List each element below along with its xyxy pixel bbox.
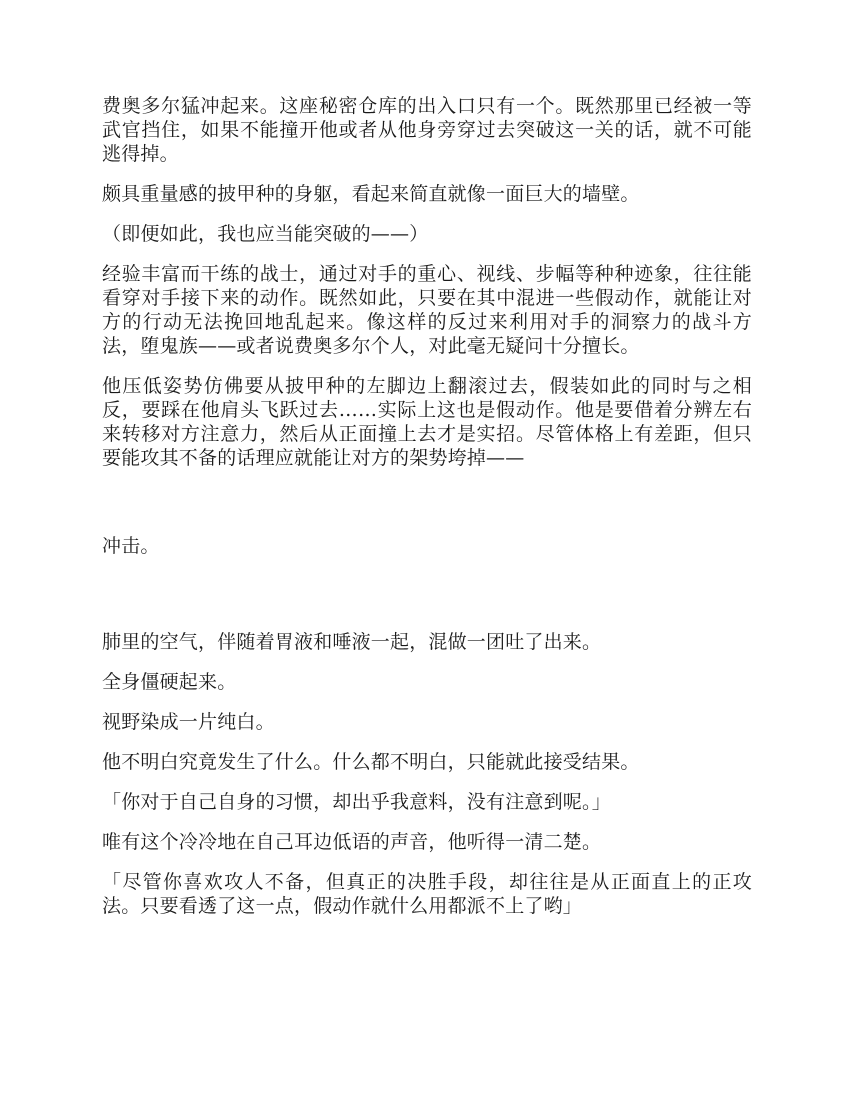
paragraph: （即便如此，我也应当能突破的——）: [102, 223, 429, 245]
paragraph: 视野染成一片纯白。: [102, 711, 275, 733]
paragraph: 「你对于自己自身的习惯，却出乎我意料，没有注意到呢。」: [102, 791, 611, 813]
paragraph: 全身僵硬起来。: [102, 671, 237, 693]
document-body: [102, 94, 752, 934]
paragraph: 经验丰富而干练的战士，通过对手的重心、视线、步幅等种种迹象，往往能看穿对手接下来的动作。既然如此，只要在其中混进一些假动作，就能让对方的行动无法挽回地乱起来。像这样的反过来利用对手的洞察力的战斗方法，堕鬼族——或者说费奥多尔个人，对此毫无疑问十分擅长。: [102, 263, 752, 357]
paragraph: 他不明白究竟发生了什么。什么都不明白，只能就此接受结果。: [102, 751, 640, 773]
section-break: [102, 486, 752, 534]
paragraph: 肺里的空气，伴随着胃液和唾液一起，混做一团吐了出来。: [102, 631, 602, 653]
paragraph: 颇具重量感的披甲种的身躯，看起来简直就像一面巨大的墙壁。: [102, 183, 640, 205]
section-break: [102, 574, 752, 630]
paragraph: 「尽管你喜欢攻人不备，但真正的决胜手段，却往往是从正面直上的正攻法。只要看透了这一点，假动作就什么用都派不上了哟」: [102, 871, 752, 917]
paragraph: 他压低姿势仿佛要从披甲种的左脚边上翻滚过去，假装如此的同时与之相反，要踩在他肩头飞跃过去……实际上这也是假动作。他是要借着分辨左右来转移对方注意力，然后从正面撞上去才是实招。尽管体格上有差距，但只要能攻其不备的话理应就能让对方的架势垮掉——: [102, 375, 752, 469]
paragraph: 冲击。: [102, 535, 160, 557]
paragraph: 唯有这个冷冷地在自己耳边低语的声音，他听得一清二楚。: [102, 831, 602, 853]
paragraph: 费奥多尔猛冲起来。这座秘密仓库的出入口只有一个。既然那里已经被一等武官挡住，如果不能撞开他或者从他身旁穿过去突破这一关的话，就不可能逃得掉。: [102, 95, 752, 165]
